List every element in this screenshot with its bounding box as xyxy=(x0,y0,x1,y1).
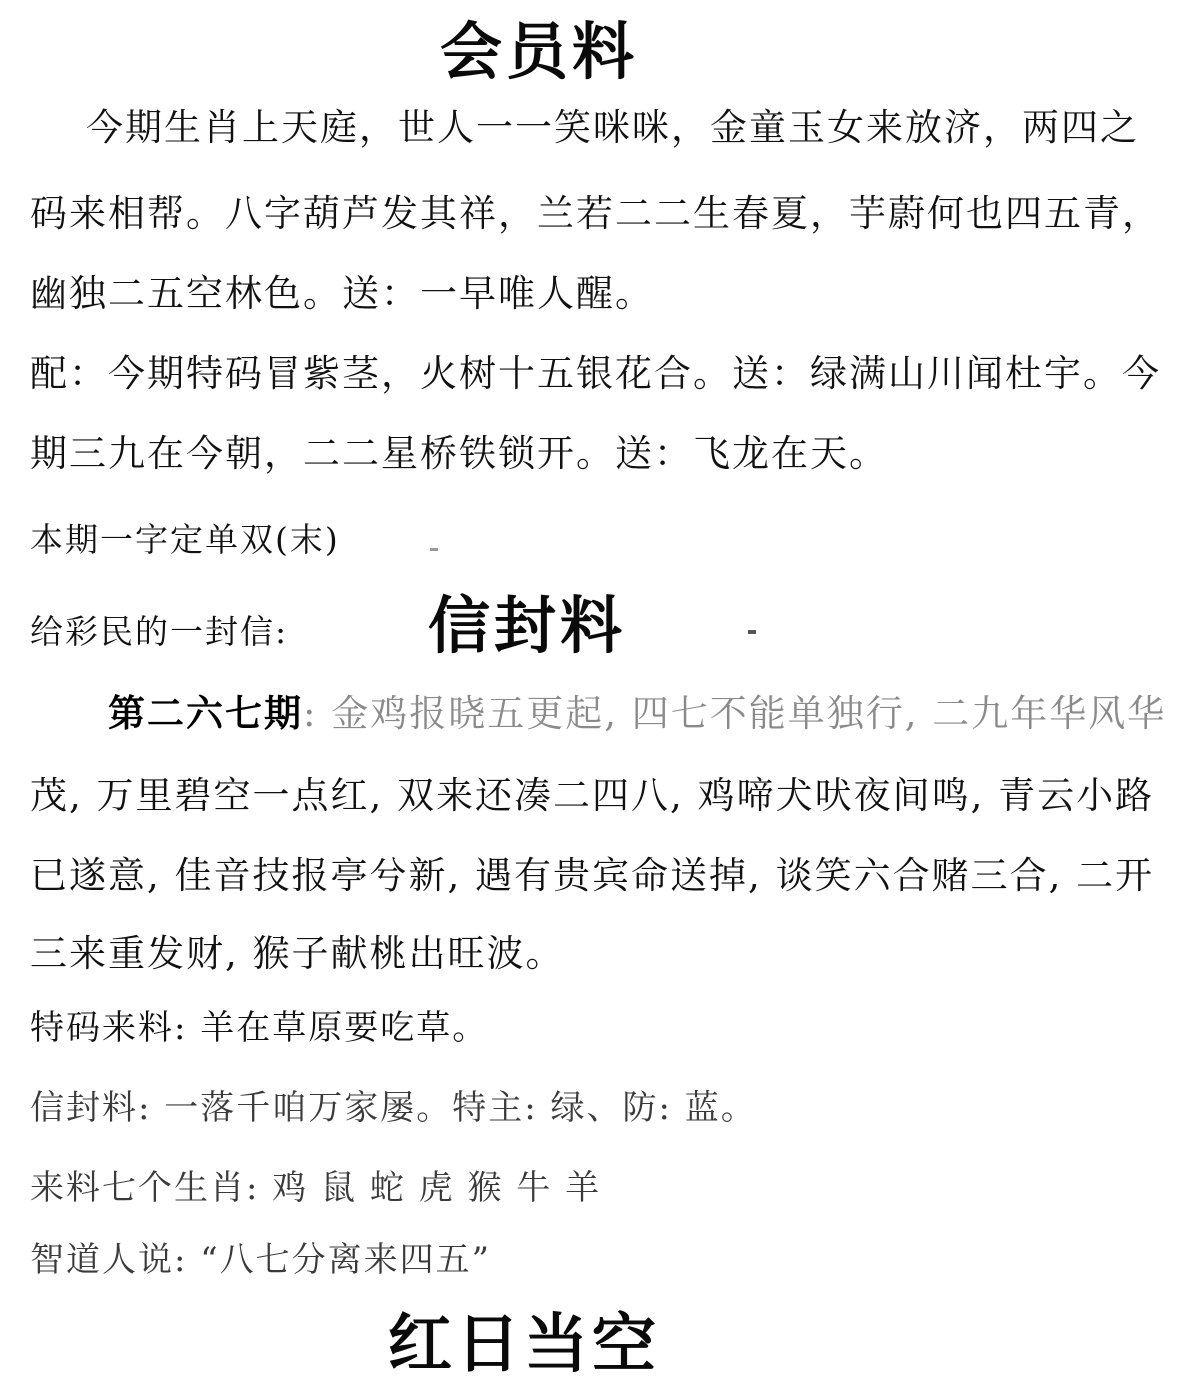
member-line-5: 期三九在今朝，二二星桥铁锁开。送：飞龙在天。 xyxy=(30,432,888,475)
issue-line xyxy=(108,694,1178,734)
member-line-3: 幽独二五空林色。送：一早唯人醒。 xyxy=(30,272,654,315)
poem-line-3: 已遂意, 佳音技报亭兮新, 遇有贵宾命送掉, 谈笑六合赌三合, 二开 xyxy=(30,854,1155,897)
title-envelope: 信封料 xyxy=(428,589,627,662)
member-line-4: 配：今期特码冒紫茎，火树十五银花合。送：绿满山川闻杜宇。今 xyxy=(30,352,1161,395)
special-code-line: 特码来料: 羊在草原要吃草。 xyxy=(30,1008,489,1048)
title-red-sun: 红日当空 xyxy=(388,1308,660,1382)
issue-label: 第二六七期 xyxy=(108,692,303,735)
letter-label: 给彩民的一封信: xyxy=(30,612,289,651)
member-line-2: 码来相帮。八字葫芦发其祥，兰若二二生春夏，芋蔚何也四五青， xyxy=(30,192,1161,235)
envelope-material-line: 信封料: 一落千咱万家屡。特主: 绿、防: 蓝。 xyxy=(30,1088,757,1128)
member-odd-even-line: 本期一字定单双(末) xyxy=(30,520,340,559)
speck xyxy=(748,630,756,634)
poem-line-2: 茂, 万里碧空一点红, 双来还凑二四八, 鸡啼犬吠夜间鸣, 青云小路 xyxy=(30,774,1155,817)
zodiac-list-line: 来料七个生肖: 鸡 鼠 蛇 虎 猴 牛 羊 xyxy=(30,1168,602,1208)
title-member: 会员料 xyxy=(440,15,639,88)
member-line-1: 今期生肖上天庭，世人一一笑咪咪，金童玉女来放济，两四之 xyxy=(86,106,1139,149)
issue-first-line: : 金鸡报晓五更起, 四七不能单独行, 二九年华风华 xyxy=(303,692,1167,735)
quote-line: 智道人说: “八七分离来四五” xyxy=(30,1240,492,1280)
speck xyxy=(430,548,438,551)
poem-line-4: 三来重发财, 猴子献桃出旺波。 xyxy=(30,932,565,975)
